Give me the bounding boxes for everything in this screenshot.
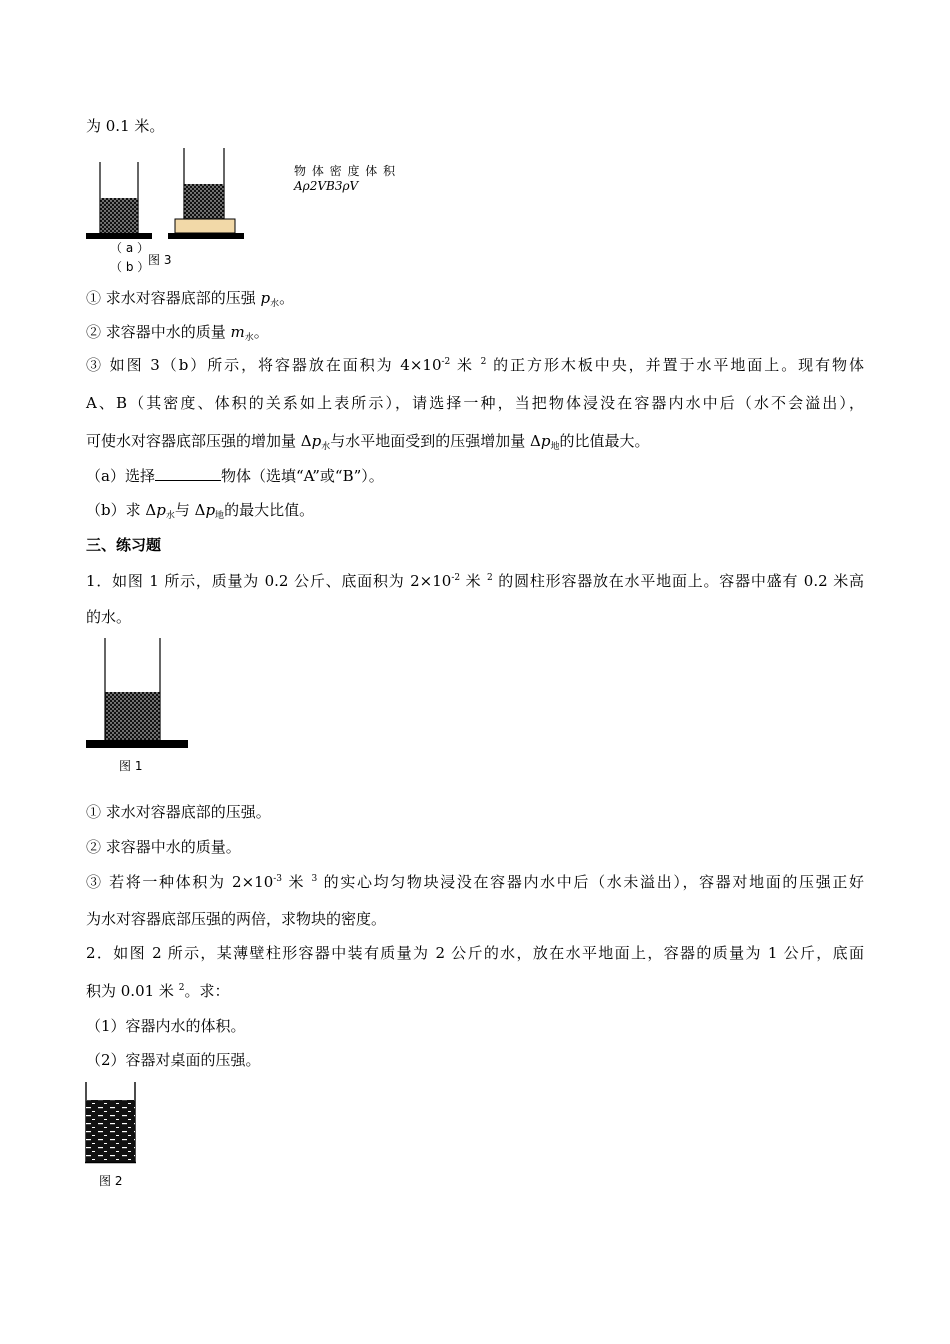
question-3-line-3: 可使水对容器底部压强的增加量 $\Delta p_水$与水平地面受到的压强增加量 $\Delta p_地$的比值最大。 [86, 432, 650, 452]
table-header: 物 体 密 度 体 积 [294, 164, 397, 178]
exercise-2-line-2: 积为 0.01 米 $^2$。求： [86, 982, 230, 1000]
question-a: （a）选择 物体（选填“A”或“B”）。 [86, 467, 384, 485]
exercise-1-line-2: 的水。 [86, 608, 132, 626]
question-b: （b）求 $\Delta p_水$与 $\Delta p_地$的最大比值。 [86, 501, 315, 521]
exercise-1-question-2: ② 求容器中水的质量。 [86, 838, 241, 856]
section-heading: 三、练习题 [86, 536, 162, 554]
answer-blank[interactable] [155, 466, 221, 481]
question-3-line-2: A、B（其密度、体积的关系如上表所示），请选择一种，当把物体浸没在容器内水中后（水不会溢出）， [86, 394, 864, 412]
question-2: ② 求容器中水的质量 $m_水$。 [86, 323, 269, 343]
figure-3a-label: （ a ） [110, 241, 149, 255]
figure-3b-label: （ b ） [110, 260, 150, 274]
question-1: ① 求水对容器底部的压强 $p_水$。 [86, 289, 295, 309]
figure-1-caption: 图 1 [119, 759, 143, 773]
exercise-1-line-1: 1．如图 1 所示，质量为 0.2 公斤、底面积为 $2\times 10^{-2}$ 米 $^2$ 的圆柱形容器放在水平地面上。容器中盛有 0.2 米高 [86, 572, 864, 590]
figure-2-caption: 图 2 [99, 1174, 123, 1188]
exercise-1-question-3-line-1: ③ 若将一种体积为 $2\times 10^{-3}$ 米 $^3$ 的实心均匀物块浸没在容器内水中后（水未溢出），容器对地面的压强正好 [86, 873, 864, 891]
exercise-2-line-1: 2．如图 2 所示，某薄壁柱形容器中装有质量为 2 公斤的水，放在水平地面上，容器的质量为 1 公斤，底面 [86, 944, 864, 962]
figure-2-container-diagram [84, 1080, 138, 1166]
exercise-2-question-2: （2）容器对桌面的压强。 [86, 1051, 261, 1069]
figure-3-caption: 图 3 [148, 253, 172, 267]
exercise-1-question-3-line-2: 为水对容器底部压强的两倍，求物块的密度。 [86, 910, 387, 928]
figure-1-container-diagram [84, 636, 190, 750]
figure-3a-container-diagram [84, 158, 154, 242]
figure-3b-container-diagram [168, 146, 244, 242]
question-3-line-1: ③ 如图 3（b）所示，将容器放在面积为 $4\times 10^{-2}$ 米 $^2$ 的正方形木板中央，并置于水平地面上。现有物体 [86, 356, 864, 374]
text-line: 为 0.1 米。 [86, 117, 165, 135]
exercise-1-question-1: ① 求水对容器底部的压强。 [86, 803, 271, 821]
exercise-2-question-1: （1）容器内水的体积。 [86, 1017, 246, 1035]
table-row: Aρ2VB3ρV [294, 179, 359, 193]
